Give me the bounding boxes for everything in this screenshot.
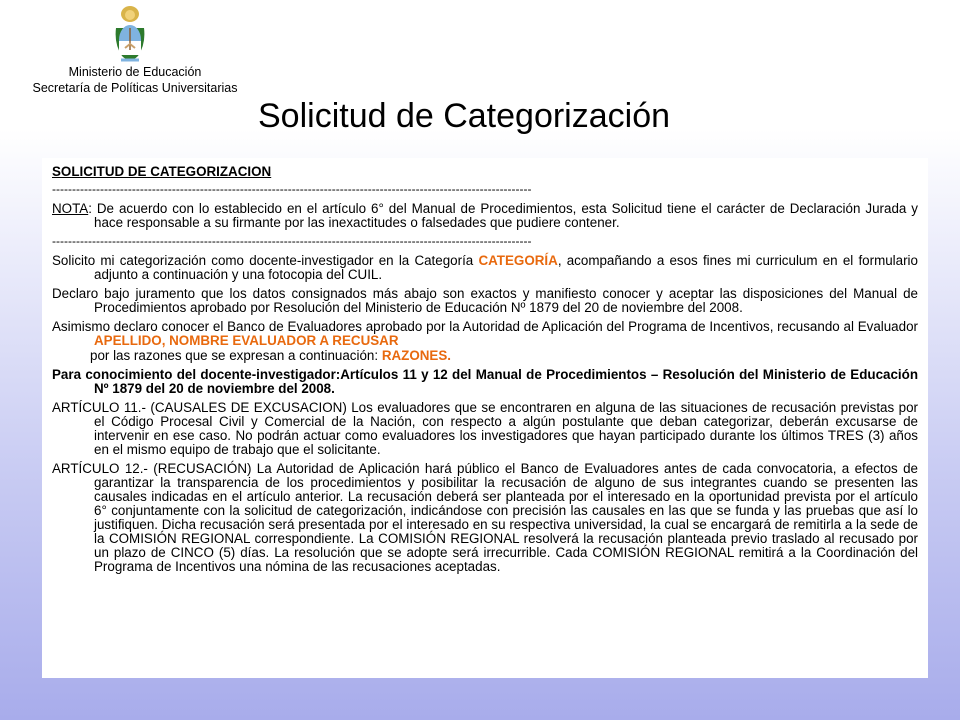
- declaro-paragraph: Declaro bajo juramento que los datos consignados más abajo son exactos y manifiesto conocer y aceptar las disposiciones del Manual de Procedimientos aprobado por Resolución del Ministerio de Educación Nº 1879 del 20 de noviembre del 2008.: [52, 286, 918, 315]
- document-heading: SOLICITUD DE CATEGORIZACION: [52, 164, 272, 179]
- header-organization: [0, 64, 270, 96]
- secretariat-name: Secretaría de Políticas Universitarias: [32, 81, 238, 95]
- nota-label: NOTA: [52, 201, 89, 216]
- articulo-12-paragraph: ARTÍCULO 12.- (RECUSACIÓN) La Autoridad de Aplicación hará público el Banco de Evaluadores antes de cada convocatoria, a efectos de garantizar la transparencia de los procedimientos y posibilitar la recusación de alguno de sus integrantes cuando se presenten las causales indicadas en el artículo anterior. La recusación deberá ser planteada por el interesado en la oportunidad prevista por el artículo 6° conjuntamente con la solicitud de categorización, indicándose con precisión las causales en las que se funda y las pruebas que así lo justifiquen. Dicha recusación será presentada por el interesado en su respectiva universidad, la cual se encargará de remitirla a la sede de la COMISIÓN REGIONAL correspondiente. La COMISIÓN REGIONAL resolverá la recusación planteada previo traslado al recusado por un plazo de CINCO (5) días. La resolución que se adopte será irrecurrible. Cada COMISIÓN REGIONAL remitirá a la Coordinación del Programa de Incentivos una nómina de las recusaciones aceptadas.: [52, 461, 918, 574]
- categoria-placeholder: CATEGORÍA: [478, 253, 558, 268]
- razones-paragraph: [48, 349, 918, 363]
- para-conocimiento-paragraph: Para conocimiento del docente-investigador:Artículos 11 y 12 del Manual de Procedimientos – Resolución del Ministerio de Educación Nº 1879 del 20 de noviembre del 2008.: [52, 367, 918, 396]
- ministry-name: Ministerio de Educación: [68, 65, 202, 79]
- nota-paragraph: [52, 202, 918, 230]
- argentina-coat-of-arms-icon: [112, 4, 148, 66]
- asimismo-paragraph: [52, 320, 918, 348]
- separator-line: ------------------------------------------------------------------------------------------------------------------------: [52, 235, 532, 248]
- evaluador-placeholder: APELLIDO, NOMBRE EVALUADOR A RECUSAR: [94, 333, 399, 348]
- razones-placeholder: RAZONES.: [381, 348, 452, 363]
- nota-text: : De acuerdo con lo establecido en el artículo 6° del Manual de Procedimientos, esta Solicitud tiene el carácter de Declaración Jurada y hace responsable a su firmante por las inexactitudes o falsedades que pudiere contener.: [88, 201, 918, 230]
- solicito-text: Solicito mi categorización como docente-investigador en la Categoría: [52, 253, 479, 268]
- solicito-paragraph: [52, 254, 918, 282]
- solicito-text-end: , acompañando a esos fines mi curriculum en el formulario adjunto a continuación y una fotocopia del CUIL.: [94, 253, 918, 282]
- articulo-11-paragraph: ARTÍCULO 11.- (CAUSALES DE EXCUSACION) Los evaluadores que se encontraren en alguna de las situaciones de recusación previstas por el Código Procesal Civil y Comercial de la Nación, con respecto a algún postulante que deban categorizar, deberán excusarse de intervenir en ese caso. No podrán actuar como evaluadores los investigadores que hayan participado durante los últimos TRES (3) años en el mismo equipo de trabajo que el solicitante.: [52, 400, 918, 457]
- page-title: Solicitud de Categorización: [258, 97, 671, 135]
- separator-line: ------------------------------------------------------------------------------------------------------------------------: [52, 183, 532, 196]
- razones-text: por las razones que se expresan a continuación:: [90, 348, 382, 363]
- asimismo-text: Asimismo declaro conocer el Banco de Evaluadores aprobado por la Autoridad de Aplicación del Programa de Incentivos, recusando al Evaluador: [52, 319, 918, 334]
- document-panel: [42, 158, 928, 678]
